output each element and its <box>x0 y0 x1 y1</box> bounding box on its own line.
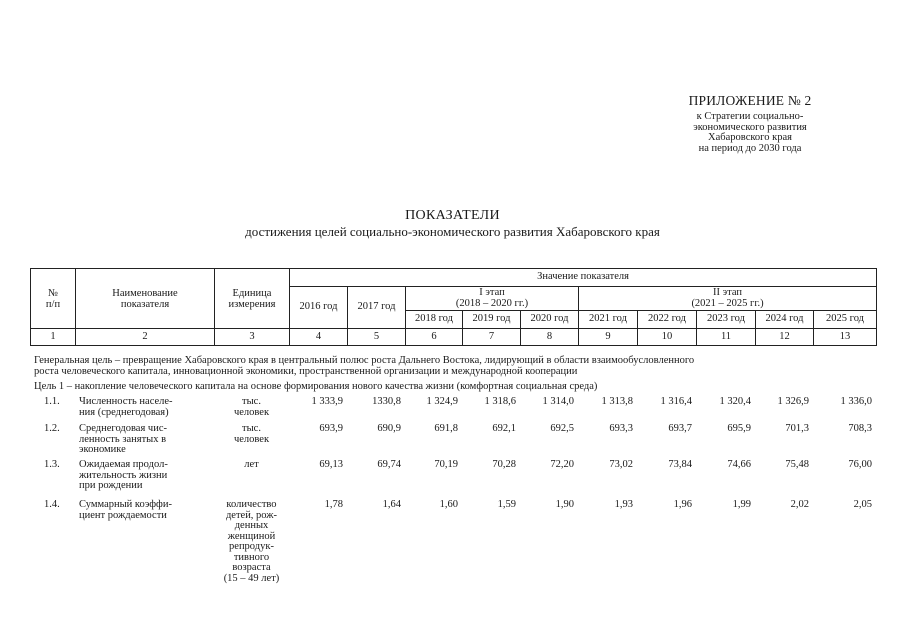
value-cell: 1,60 <box>439 499 458 510</box>
table-row <box>30 424 876 460</box>
unit-cell: тыс. человек <box>233 423 270 445</box>
value-cell: 1,64 <box>382 499 401 510</box>
value-cell: 75,48 <box>785 459 809 470</box>
column-number: 4 <box>290 329 348 346</box>
indicator-name: Суммарный коэффи- циент рождаемости <box>79 499 172 521</box>
row-number: 1.2. <box>44 423 60 434</box>
value-cell: 76,00 <box>848 459 872 470</box>
column-number: 13 <box>814 329 877 346</box>
indicators-table-body <box>30 397 876 590</box>
header-year-2017: 2017 год <box>348 287 406 329</box>
title-subheading: достижения целей социально-экономического развития Хабаровского края <box>245 224 660 239</box>
row-number: 1.3. <box>44 459 60 470</box>
value-cell: 1,96 <box>673 499 692 510</box>
header-year-2018: 2018 год <box>406 311 463 329</box>
value-cell: 1 320,4 <box>719 396 751 407</box>
header-year-2020: 2020 год <box>521 311 579 329</box>
table-row <box>30 460 876 500</box>
indicator-name: Среднегодовая чис- ленность занятых в экономике <box>79 423 167 455</box>
value-cell: 73,84 <box>668 459 692 470</box>
value-cell: 693,9 <box>319 423 343 434</box>
header-year-2023: 2023 год <box>697 311 756 329</box>
column-number: 8 <box>521 329 579 346</box>
table-row <box>30 500 876 590</box>
header-year-2022: 2022 год <box>638 311 697 329</box>
value-cell: 72,20 <box>550 459 574 470</box>
value-cell: 693,3 <box>609 423 633 434</box>
header-num-cell: № п/п <box>31 269 76 329</box>
column-number: 7 <box>463 329 521 346</box>
column-number: 9 <box>579 329 638 346</box>
value-cell: 695,9 <box>727 423 751 434</box>
value-cell: 69,74 <box>377 459 401 470</box>
value-cell: 701,3 <box>785 423 809 434</box>
value-cell: 1 316,4 <box>660 396 692 407</box>
row-number: 1.1. <box>44 396 60 407</box>
header-value-group: Значение показателя <box>290 269 877 287</box>
header-year-2024: 2024 год <box>756 311 814 329</box>
value-cell: 1 324,9 <box>426 396 458 407</box>
header-stage-2: II этап (2021 – 2025 гг.) <box>579 287 877 311</box>
column-number: 5 <box>348 329 406 346</box>
header-stage-1: I этап (2018 – 2020 гг.) <box>406 287 579 311</box>
value-cell: 1,78 <box>324 499 343 510</box>
indicator-name: Численность населе- ния (среднегодовая) <box>79 396 173 418</box>
header-year-2025: 2025 год <box>814 311 877 329</box>
value-cell: 692,1 <box>492 423 516 434</box>
unit-cell: количество детей, рож- денных женщиной репродук- тивного возраста (15 – 49 лет) <box>223 499 280 584</box>
value-cell: 1330,8 <box>372 396 401 407</box>
value-cell: 1 313,8 <box>601 396 633 407</box>
value-cell: 708,3 <box>848 423 872 434</box>
value-cell: 74,66 <box>727 459 751 470</box>
appendix-line: Хабаровского края <box>708 132 792 143</box>
appendix-line: на период до 2030 года <box>698 142 802 154</box>
value-cell: 1 336,0 <box>840 396 872 407</box>
value-cell: 1,93 <box>614 499 633 510</box>
column-number: 12 <box>756 329 814 346</box>
column-number: 11 <box>697 329 756 346</box>
column-number: 10 <box>638 329 697 346</box>
title-heading: ПОКАЗАТЕЛИ <box>405 208 500 223</box>
value-cell: 691,8 <box>434 423 458 434</box>
goal-1: Цель 1 – накопление человеческого капитала на основе формирования нового качества жизни (комфортная социальная среда) <box>34 381 598 392</box>
appendix-title: ПРИЛОЖЕНИЕ № 2 <box>688 93 812 108</box>
value-cell: 1 314,0 <box>542 396 574 407</box>
appendix-line: экономического развития <box>693 121 807 133</box>
indicators-table-header <box>30 268 877 346</box>
column-number: 3 <box>215 329 290 346</box>
row-number: 1.4. <box>44 499 60 510</box>
header-year-2016: 2016 год <box>290 287 348 329</box>
value-cell: 70,19 <box>434 459 458 470</box>
appendix-line: к Стратегии социально- <box>696 111 804 122</box>
header-name-cell: Наименование показателя <box>76 269 215 329</box>
table-row <box>30 397 876 424</box>
value-cell: 1,99 <box>732 499 751 510</box>
column-number: 2 <box>76 329 215 346</box>
value-cell: 1,59 <box>497 499 516 510</box>
header-unit-cell: Единица измерения <box>215 269 290 329</box>
header-year-2019: 2019 год <box>463 311 521 329</box>
value-cell: 1 333,9 <box>311 396 343 407</box>
unit-cell: лет <box>244 459 259 470</box>
value-cell: 69,13 <box>319 459 343 470</box>
general-goal: Генеральная цель – превращение Хабаровского края в центральный полюс роста Дальнего Востока, лидирующий в области взаимообусловленного роста человеческого капитала, инновационной экономики, пространственной организации и международной кооперации <box>34 355 695 377</box>
indicator-name: Ожидаемая продол- жительность жизни при рождении <box>79 459 168 491</box>
value-cell: 1 326,9 <box>777 396 809 407</box>
unit-cell: тыс. человек <box>233 396 270 418</box>
value-cell: 2,02 <box>790 499 809 510</box>
value-cell: 690,9 <box>377 423 401 434</box>
appendix-block <box>640 93 860 154</box>
header-year-2021: 2021 год <box>579 311 638 329</box>
value-cell: 73,02 <box>609 459 633 470</box>
value-cell: 1,90 <box>555 499 574 510</box>
value-cell: 70,28 <box>492 459 516 470</box>
value-cell: 693,7 <box>668 423 692 434</box>
document-title <box>0 207 905 240</box>
value-cell: 692,5 <box>550 423 574 434</box>
value-cell: 2,05 <box>853 499 872 510</box>
value-cell: 1 318,6 <box>484 396 516 407</box>
column-number: 6 <box>406 329 463 346</box>
column-number: 1 <box>31 329 76 346</box>
